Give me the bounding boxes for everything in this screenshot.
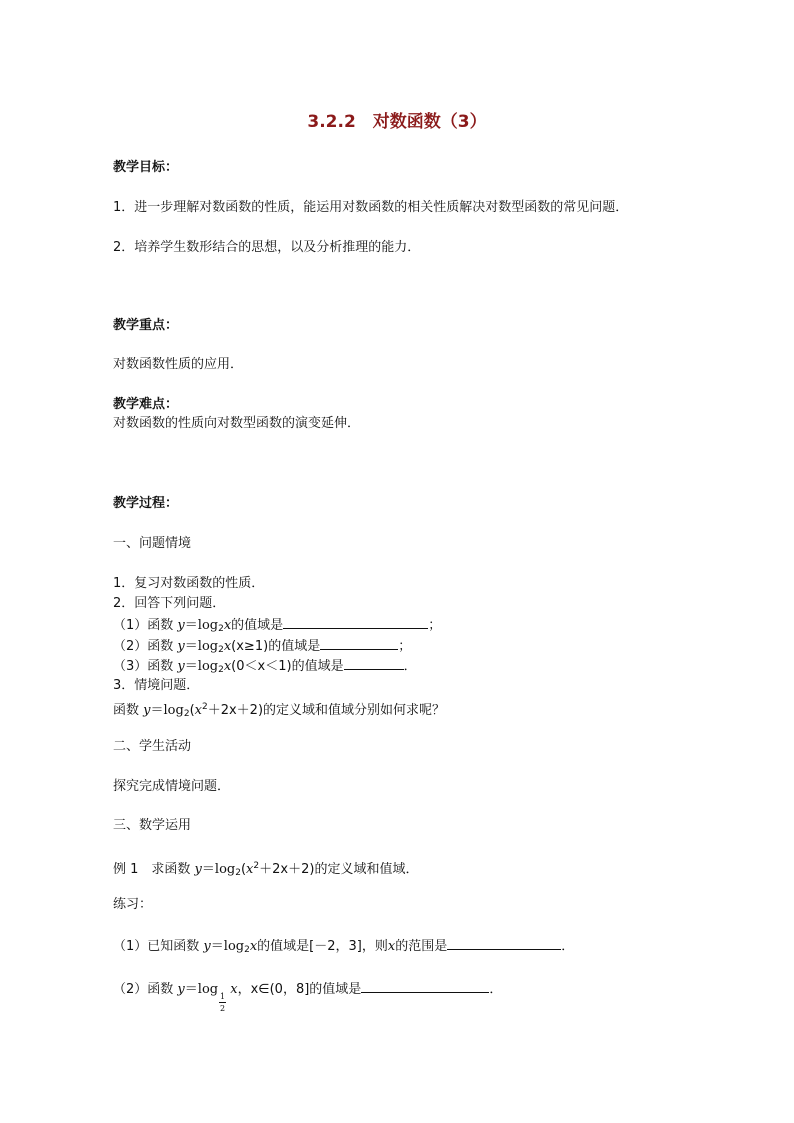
practice-1 <box>113 937 574 958</box>
section-2-text: 探究完成情境问题． <box>113 779 231 794</box>
math-log: log <box>197 982 219 997</box>
key-points-heading: 教学重点： <box>113 318 179 333</box>
math-eq: ＝ <box>150 703 164 718</box>
question-2-condition: (x≥1) <box>231 639 269 654</box>
math-half-base <box>219 992 226 1013</box>
difficulties-text: 对数函数的性质向对数型函数的演变延伸． <box>113 416 361 431</box>
fraction-bar <box>219 1002 226 1003</box>
section-1-heading: 一、问题情境 <box>113 536 192 551</box>
math-log: log <box>163 703 184 718</box>
math-x: x <box>223 659 232 674</box>
math-x: x <box>249 939 258 954</box>
math-eq: ＝ <box>184 639 198 654</box>
math-eq: ＝ <box>184 659 198 674</box>
goal-item-2: 2．培养学生数形结合的思想，以及分析推理的能力． <box>113 240 421 255</box>
math-quad-rest: ＋2x＋2) <box>207 703 264 718</box>
practice-2-domain: ，x∈(0，8] <box>237 982 310 997</box>
math-y: y <box>194 862 202 877</box>
math-log: log <box>214 862 236 877</box>
question-1-end: ； <box>428 618 442 633</box>
math-half-numerator: 1 <box>220 992 226 1001</box>
math-x: x <box>223 639 232 654</box>
math-quad-rest: ＋2x＋2) <box>259 862 315 877</box>
question-2-prefix: （2）函数 <box>113 639 178 654</box>
math-log-base: 2 <box>218 624 224 634</box>
practice-2-prefix: （2）函数 <box>113 982 178 997</box>
answer-blank-2[interactable] <box>320 637 398 650</box>
questions-item: 2．回答下列问题． <box>113 596 226 611</box>
math-x-squared: x <box>194 703 202 718</box>
practice-1-suffix: 的范围是 <box>395 939 448 954</box>
math-y: y <box>177 659 185 674</box>
goal-item-1: 1．进一步理解对数函数的性质，能运用对数函数的相关性质解决对数型函数的常见问题． <box>113 200 629 215</box>
math-log: log <box>197 639 219 654</box>
practice-1-prefix: （1）已知函数 <box>113 939 204 954</box>
question-3 <box>113 657 417 678</box>
practice-2 <box>113 980 502 1013</box>
practice-1-var: x <box>387 939 396 954</box>
question-1-suffix: 的值域是 <box>231 618 284 633</box>
question-2-end: ； <box>398 639 412 654</box>
math-paren-open: ( <box>189 703 195 718</box>
math-half-denominator: 2 <box>220 1004 226 1013</box>
math-y: y <box>177 639 185 654</box>
review-item: 1．复习对数函数的性质． <box>113 576 265 591</box>
math-y: y <box>177 618 185 633</box>
question-3-prefix: （3）函数 <box>113 659 178 674</box>
question-2 <box>113 637 411 658</box>
process-heading: 教学过程： <box>113 496 179 511</box>
math-y: y <box>203 939 211 954</box>
answer-blank-1[interactable] <box>283 616 428 629</box>
math-eq: ＝ <box>210 939 224 954</box>
practice-2-end: ． <box>489 982 503 997</box>
math-log: log <box>197 659 219 674</box>
math-exponent: 2 <box>253 861 260 871</box>
example-1 <box>113 858 418 881</box>
scenario-prefix: 函数 <box>113 703 144 718</box>
question-3-suffix: 的值域是 <box>291 659 344 674</box>
math-eq: ＝ <box>184 618 198 633</box>
key-points-text: 对数函数性质的应用． <box>113 357 244 372</box>
practice-heading: 练习： <box>113 897 153 912</box>
scenario-item: 3．情境问题． <box>113 678 200 693</box>
practice-2-suffix: 的值域是 <box>309 982 362 997</box>
example-prefix: 例 1 求函数 <box>113 862 195 877</box>
practice-1-end: ． <box>561 939 575 954</box>
math-eq: ＝ <box>184 982 198 997</box>
answer-blank-3[interactable] <box>344 657 404 670</box>
goals-heading: 教学目标： <box>113 160 179 175</box>
math-y: y <box>177 982 185 997</box>
math-log: log <box>223 939 245 954</box>
math-exponent: 2 <box>201 702 208 712</box>
practice-1-mid: 的值域是[－2，3]，则 <box>257 939 388 954</box>
scenario-question <box>113 699 445 722</box>
question-1-prefix: （1）函数 <box>113 618 178 633</box>
math-y: y <box>143 703 151 718</box>
math-x-squared: x <box>246 862 254 877</box>
math-log-base: 2 <box>218 645 224 655</box>
math-log-base: 2 <box>235 868 241 878</box>
math-log-base: 2 <box>244 945 250 955</box>
scenario-suffix: 的定义域和值域分别如何求呢？ <box>263 703 446 718</box>
question-2-suffix: 的值域是 <box>268 639 321 654</box>
page-title: 3.2.2 对数函数（3） <box>307 112 487 132</box>
question-3-condition: (0＜x＜1) <box>231 659 292 674</box>
question-3-end: ． <box>403 659 417 674</box>
math-eq: ＝ <box>201 862 215 877</box>
answer-blank-4[interactable] <box>447 937 561 950</box>
section-2-heading: 二、学生活动 <box>113 739 192 754</box>
math-x: x <box>223 618 232 633</box>
section-3-heading: 三、数学运用 <box>113 818 192 833</box>
math-x: x <box>230 982 238 997</box>
math-log: log <box>197 618 219 633</box>
example-suffix: 的定义域和值域． <box>314 862 419 877</box>
math-paren-open: ( <box>240 862 247 877</box>
difficulties-heading: 教学难点： <box>113 397 179 412</box>
math-log-base: 2 <box>218 665 224 675</box>
math-log-base: 2 <box>183 709 190 719</box>
question-1 <box>113 616 441 637</box>
answer-blank-5[interactable] <box>361 980 489 993</box>
